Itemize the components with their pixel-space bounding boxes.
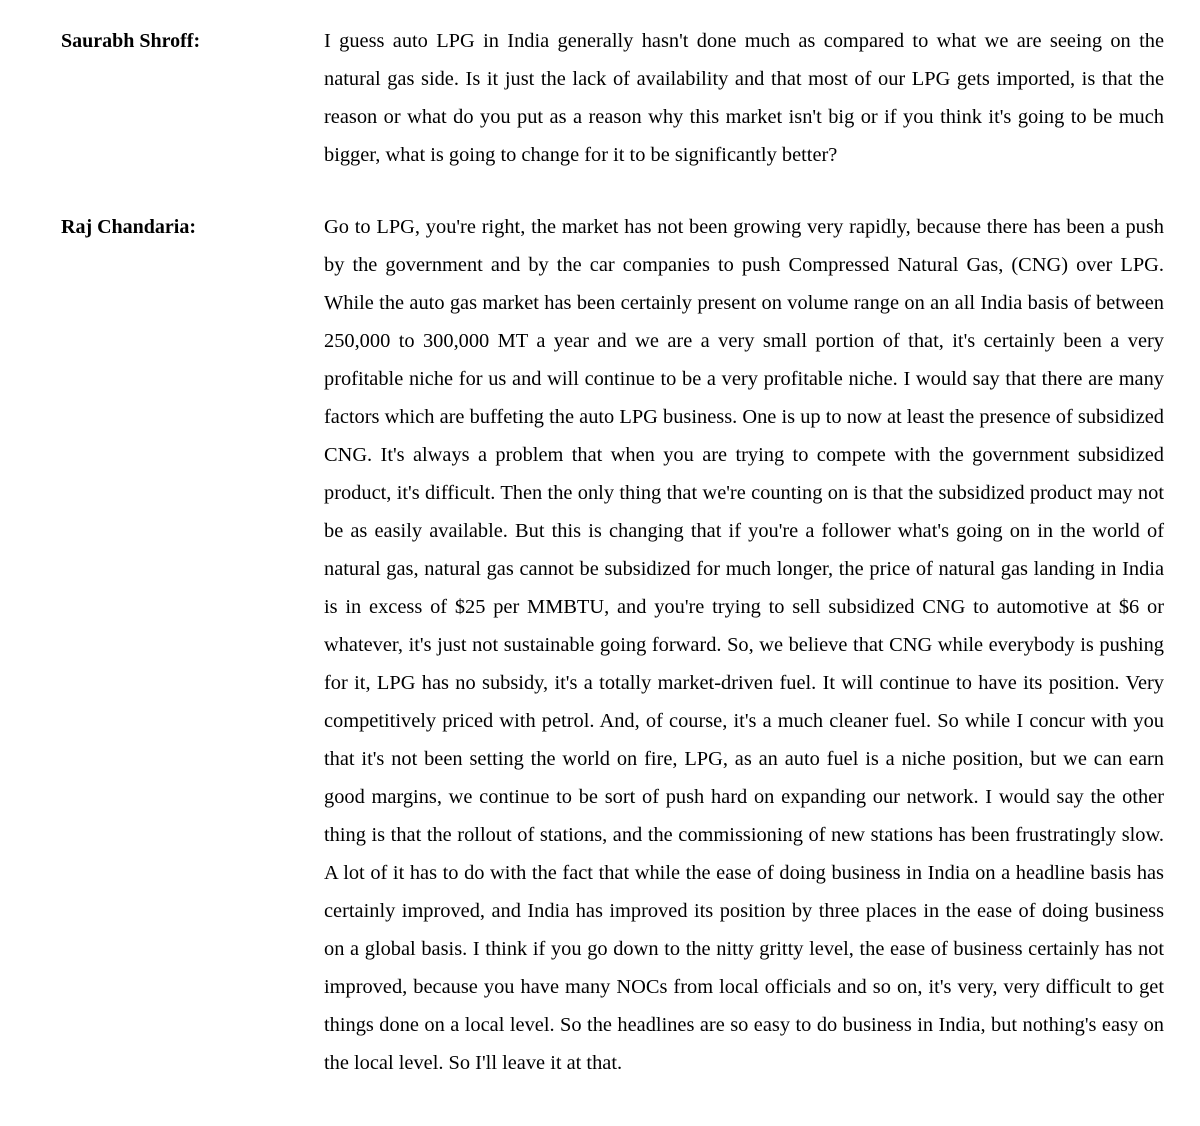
speech-text: Go to LPG, you're right, the market has not been growing very rapidly, because there has been a push by the government and by the car companies to push Compressed Natural Gas, (CNG) over LPG. While the auto gas market has been certainly present on volume range on an all India basis of between 250,000 to 300,000 MT a year and we are a very small portion of that, it's certainly been a very profitable niche for us and will continue to be a very profitable niche. I would say that there are many factors which are buffeting the auto LPG business. One is up to now at least the presence of subsidized CNG. It's always a problem that when you are trying to compete with the government subsidized product, it's difficult. Then the only thing that we're counting on is that the subsidized product may not be as easily available. But this is changing that if you're a follower what's going on in the world of natural gas, natural gas cannot be subsidized for much longer, the price of natural gas landing in India is in excess of $25 per MMBTU, and you're trying to sell subsidized CNG to automotive at $6 or whatever, it's just not sustainable going forward. So, we believe that CNG while everybody is pushing for it, LPG has no subsidy, it's a totally market-driven fuel. It will continue to have its position. Very competitively priced with petrol. And, of course, it's a much cleaner fuel. So while I concur with you that it's not been setting the world on fire, LPG, as an auto fuel is a niche position, but we can earn good margins, we continue to be sort of push hard on expanding our network. I would say the other thing is that the rollout of stations, and the commissioning of new stations has been frustratingly slow. A lot of it has to do with the fact that while the ease of doing business in India on a headline basis has certainly improved, and India has improved its position by three places in the ease of doing business on a global basis. I think if you go down to the nitty gritty level, the ease of business certainly has not improved, because you have many NOCs from local officials and so on, it's very, very difficult to get things done on a local level. So the headlines are so easy to do business in India, but nothing's easy on the local level. So I'll leave it at that. <box>324 216 1164 1074</box>
speaker-name: Raj Chandaria: <box>61 216 197 238</box>
speech-text: I guess auto LPG in India generally hasn't done much as compared to what we are seeing on the natural gas side. Is it just the lack of availability and that most of our LPG gets imported, is that the reason or what do you put as a reason why this market isn't big or if you think it's going to be much bigger, what is going to change for it to be significantly better? <box>324 30 1164 166</box>
speaker-name: Saurabh Shroff: <box>61 30 201 52</box>
